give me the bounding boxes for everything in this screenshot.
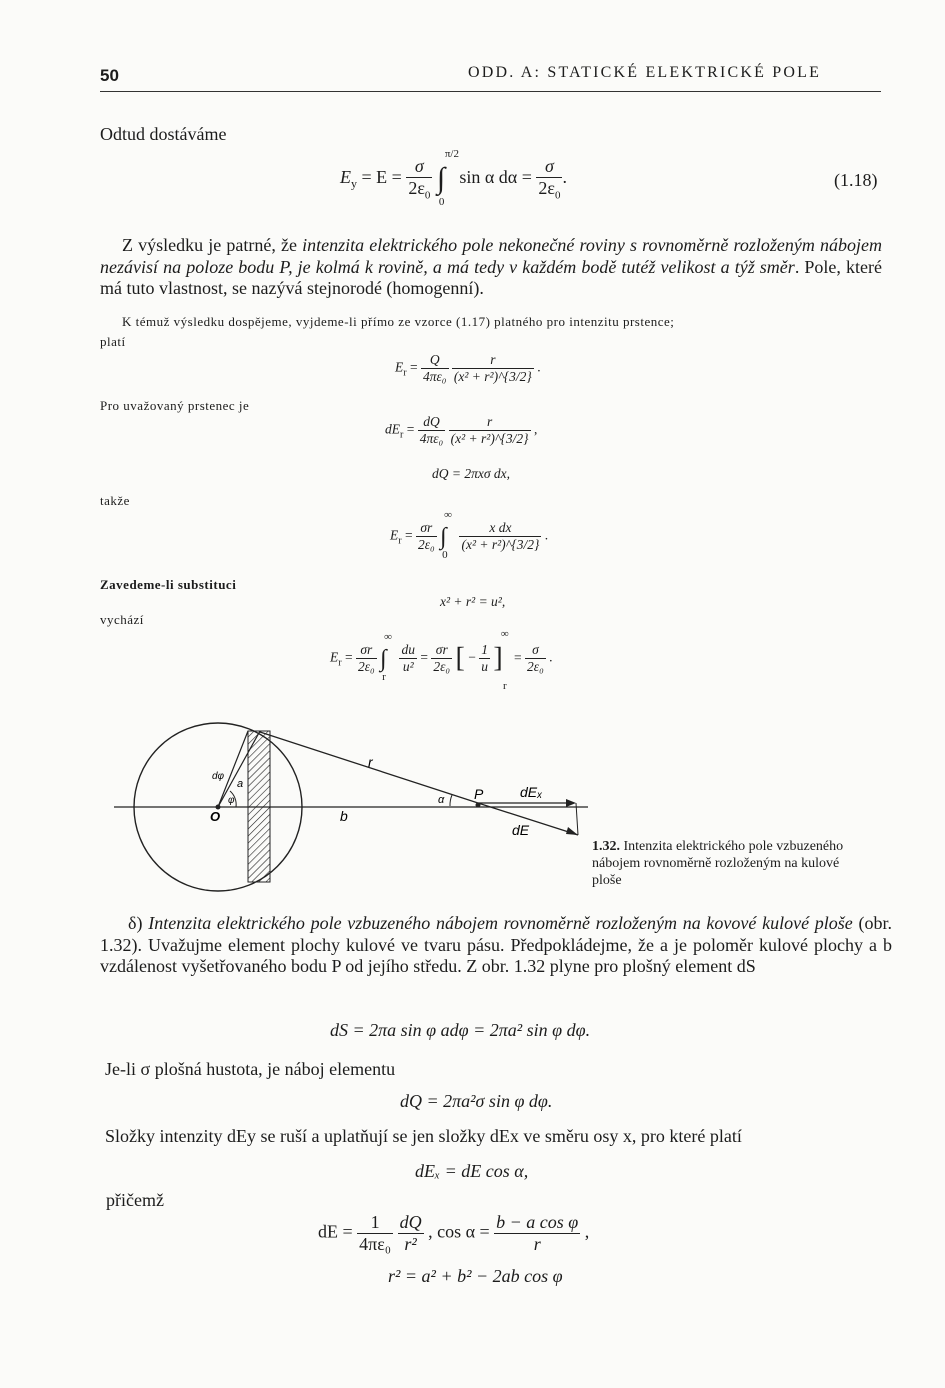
integral-sign-2: ∫ [440, 523, 447, 550]
de-arrowhead [566, 827, 578, 835]
err-n3: σr [435, 642, 448, 657]
de-end: , [584, 1221, 590, 1242]
er-d2: (x² + r²)^{3/2} [453, 369, 532, 384]
de-frac3 [494, 1212, 580, 1255]
running-title: ODD. A: STATICKÉ ELEKTRICKÉ POLE [468, 64, 822, 81]
de-frac2 [398, 1212, 424, 1255]
equation-er [395, 352, 541, 385]
er-n1: Q [429, 352, 440, 367]
der-n2: r [486, 414, 493, 429]
small-text-line1: K témuž výsledku dospějeme, vyjdeme-li přímo ze vzorce (1.17) platného pro intenzitu prstence; [122, 314, 675, 329]
label-alpha: α [438, 794, 445, 806]
header-rule [100, 91, 881, 92]
der-n1: dQ [423, 414, 440, 429]
de-lhs: dE = [318, 1221, 358, 1242]
label-dphi: dφ [212, 771, 225, 782]
figure-caption [592, 838, 872, 889]
err-bn: 1 [481, 642, 488, 657]
err-b-upper: ∞ [500, 628, 509, 640]
paragraph-1 [100, 235, 882, 300]
der-lhs: dE [385, 421, 400, 437]
integrand: sin α dα = [459, 166, 537, 187]
der-frac1 [418, 414, 446, 447]
er-eq: = [406, 359, 421, 375]
integral-upper: π/2 [444, 147, 459, 160]
para2-start: δ) [128, 913, 149, 933]
caption-text: Intenzita elektrického pole vzbuzeného nábojem rovnoměrně rozloženým na kulové ploše [592, 839, 844, 888]
label-vychazi: vychází [100, 612, 144, 627]
equation-r-squared: r² = a² + b² − 2ab cos φ [388, 1266, 563, 1286]
err-frac1 [356, 642, 377, 675]
label-takze: takže [100, 493, 130, 508]
eri-lhs: E [390, 527, 399, 543]
der-d2: (x² + r²)^{3/2} [450, 431, 529, 446]
point-p [476, 803, 481, 808]
page-number: 50 [100, 66, 119, 85]
err-d4: 2ε₀ [527, 659, 544, 674]
label-dex: dEₓ [520, 784, 543, 800]
eri-d1: 2ε₀ [417, 537, 435, 552]
equation-er-result [330, 628, 553, 692]
err-end: . [549, 649, 553, 665]
eq-frac [406, 156, 432, 202]
err-eq: = [341, 649, 356, 665]
component-drop [576, 803, 578, 835]
para1-italic: intenzita elektrického pole nekonečné roviny s rovnoměrně rozloženým nábojem nezávisí na poloze bodu P, je kolmá k rovině, a má tedy v každém bodě tutéž velikost a týž směr [100, 235, 882, 277]
err-d3: 2ε₀ [433, 659, 451, 674]
rhs-den: 2ε [538, 178, 555, 198]
de-d1: 4πε₀ [359, 1234, 392, 1254]
para2-italic: Intenzita elektrického pole vzbuzeného nábojem rovnoměrně rozloženým na kovové kulové ploše [148, 913, 853, 933]
eri-eq: = [401, 527, 416, 543]
bracket-left: [ [455, 642, 465, 674]
err-lower: r [382, 670, 386, 683]
er-n2: r [490, 352, 496, 367]
err-d1: 2ε₀ [357, 659, 375, 674]
err-b-lower: r [502, 680, 507, 692]
eq-rhs-frac [536, 156, 562, 202]
er-sub: r [403, 367, 407, 379]
equation-ds: dS = 2πa sin φ adφ = 2πa² sin φ dφ. [330, 1020, 591, 1040]
label-p: P [474, 786, 484, 802]
equation-de [318, 1212, 589, 1255]
err-eq2: = [420, 649, 432, 665]
label-a: a [237, 778, 244, 790]
paragraph-4: Složky intenzity dEy se ruší a uplatňují se jen složky dEx ve směru osy x, pro které platí [105, 1126, 742, 1146]
der-eq: = [403, 421, 418, 437]
err-frac4 [525, 642, 546, 675]
eri-d2: (x² + r²)^{3/2} [461, 537, 540, 552]
der-sub: r [400, 429, 404, 441]
para1-start: Z výsledku je patrné, že [122, 235, 303, 255]
frac-den-sub: 0 [424, 189, 431, 202]
label-phi: φ [228, 795, 235, 806]
err-upper: ∞ [384, 630, 392, 643]
er-frac2 [452, 352, 534, 385]
caption-number: 1.32. [592, 839, 620, 854]
dex-arrowhead [566, 799, 576, 807]
label-de: dE [512, 822, 530, 838]
err-sub: r [338, 657, 342, 669]
para1-end: . Pole, které má tuto vlastnost, se nazývá stejnorodé (homogenní). [100, 256, 882, 298]
rhs-den-sub: 0 [554, 189, 561, 202]
equation-number: (1.18) [834, 170, 878, 190]
er-lhs: E [395, 359, 404, 375]
label-r: r [368, 754, 373, 770]
eri-lower: 0 [442, 548, 448, 561]
eri-end: . [544, 527, 549, 543]
label-substituce: Zavedeme-li substituci [100, 577, 237, 592]
de-n3: b − a cos φ [496, 1212, 579, 1232]
err-n1: σr [360, 642, 373, 657]
equation-dq: dQ = 2πa²σ sin φ dφ. [400, 1091, 553, 1111]
equation-1-18 [340, 147, 567, 208]
eri-upper: ∞ [444, 508, 452, 521]
eri-sub: r [398, 535, 402, 547]
eri-frac1 [416, 520, 437, 553]
err-bracket-frac [479, 642, 490, 675]
integral-lower: 0 [438, 195, 445, 208]
de-d2: r² [398, 1233, 424, 1255]
alpha-arc [450, 795, 452, 806]
integral-sign: ∫ [436, 161, 446, 195]
de-mid: , cos α = [428, 1221, 495, 1242]
eri-frac2 [459, 520, 541, 553]
err-frac3 [431, 642, 452, 675]
err-d2: u² [399, 658, 417, 675]
label-b: b [340, 808, 348, 824]
eq-lhs: E [340, 166, 351, 187]
eri-n1: σr [420, 520, 433, 535]
intro-text: Odtud dostáváme [100, 124, 227, 144]
eq-lhs-sub: y [351, 176, 357, 191]
de-n2: dQ [399, 1212, 422, 1232]
paragraph-5: přičemž [106, 1190, 164, 1210]
label-prstenec: Pro uvažovaný prstenec je [100, 398, 250, 413]
bracket-right: ] [493, 642, 503, 674]
de-n1: 1 [370, 1212, 380, 1232]
rhs-num: σ [544, 156, 554, 176]
de-frac1 [357, 1212, 393, 1255]
der-d1: 4πε₀ [419, 431, 444, 446]
paragraph-3: Je-li σ plošná hustota, je náboj elementu [105, 1059, 396, 1079]
equation-dq-ring: dQ = 2πxσ dx, [432, 466, 511, 481]
frac-num: σ [414, 156, 424, 176]
er-d1: 4πε₀ [422, 369, 447, 384]
er-frac1 [421, 352, 449, 385]
err-n4: σ [532, 642, 539, 657]
der-frac2 [449, 414, 531, 447]
minus-sign: − [468, 649, 476, 665]
figure-1-32 [100, 715, 600, 900]
err-frac2 [399, 642, 417, 675]
equation-substitution: x² + r² = u², [440, 594, 506, 609]
integral-sign-3: ∫ [380, 645, 387, 672]
frac-den: 2ε [408, 178, 425, 198]
equation-der [385, 414, 537, 447]
err-n2: du [401, 642, 415, 657]
para2-end: (obr. 1.32). Uvažujme element plochy kulové ve tvaru pásu. Předpokládejme, že a je poloměr kulové plochy a b vzdálenost vyšetřovaného bodu P od jejího středu. Z obr. 1.32 plyne pro plošný element dS [100, 913, 893, 976]
eq-end: . [562, 166, 567, 187]
small-text-line2: platí [100, 334, 126, 349]
err-bd: u [481, 659, 488, 674]
eq-part: = E = [357, 166, 407, 187]
equation-er-integral [390, 508, 549, 561]
er-end: . [537, 359, 541, 375]
label-o: O [210, 809, 221, 824]
err-lhs: E [330, 649, 339, 665]
paragraph-2 [100, 913, 892, 978]
der-end: , [533, 421, 538, 437]
equation-dex: dEₓ = dE cos α, [415, 1161, 529, 1181]
err-eq3: = [514, 649, 526, 665]
de-d3: r [494, 1233, 580, 1255]
eri-n2: x dx [489, 520, 512, 535]
